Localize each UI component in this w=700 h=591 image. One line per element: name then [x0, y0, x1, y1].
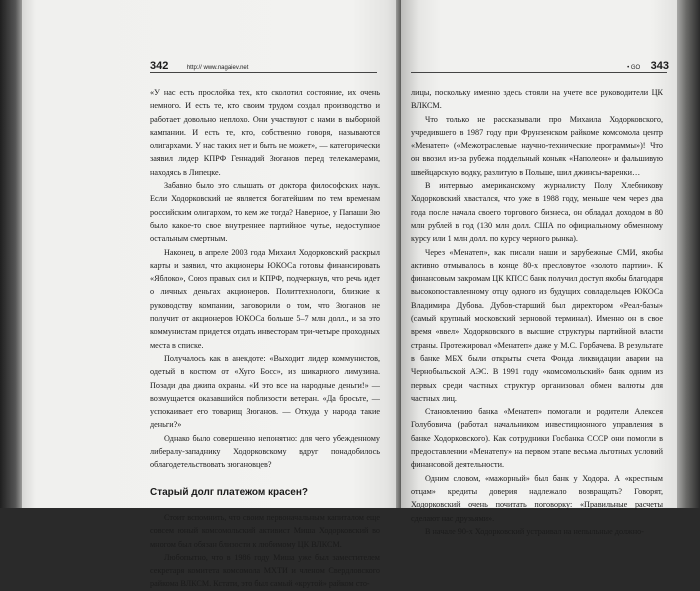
paragraph: Становлению банка «Менатеп» помогали и родители Алексея Голубовича (работал начальником инвестиционного управления в банке Ходорковского). Как сотрудники Госбанка СССР они помогли в предоставлении «Менатепу» на первом этапе весьма льготных условий финансовой деятельности.: [411, 407, 663, 470]
paragraph: «У нас есть прослойка тех, кто сколотил состояние, их очень немного. И есть те, кто своим трудом создал производство и работает довольно неплохо. Они участвуют с нами в выборной кампании. И есть те, кто, собственно говоря, называются олигархами. У нас таких нет и быть не может», — категорически заявил лидер КПРФ Геннадий Зюганов перед телекамерами, находясь в Липецке.: [150, 88, 380, 177]
paragraph: Однако было совершенно непонятно: для чего убежденному либералу-западнику Ходорковскому вдруг понадобилось облагодетельствовать зюгановцев?: [150, 433, 380, 470]
paragraph: В начале 90-х Ходорковский устраивал на непыльные должно-: [425, 526, 644, 536]
book-edge-left: [0, 0, 22, 508]
right-page-body: [411, 86, 663, 538]
header-tag: • GO: [627, 65, 641, 71]
paragraph: Получалось как в анекдоте: «Выходит лидер коммунистов, одетый в костюм от «Хуго Босс», из шикарного лимузина. Позади два джипа охраны. «И это все на народные деньги!» — возмущается оказавшийся поблизости ветеран. «Да бросьте, — успокаивает его товарищ Зюганов. — Откуда у народа такие деньги?»: [150, 353, 380, 430]
paragraph: Одним словом, «мажорный» был банк у Ходора. А «крестным отцам» кредиты доверия надлежало возвращать? Говорят, Ходорковский очень почитать поговорку: «Правильные расчеты сделают нас друзьями».: [411, 473, 663, 523]
left-page: [22, 0, 401, 589]
paragraph: Через «Менатеп», как писали наши и зарубежные СМИ, якобы активно отмывалось в конце 80-х пресловутое «золото партии». К финансовым закромам ЦК КПСС банк получил доступ якобы благодаря высокопоставленному отцу одного из будущих совладельцев ЮКОСа Владимира Дубова. Дубов-старший был директором «Реал-базы» (самый крупный московский зерновой терминал). Именно он в свое время «ввел» Ходорковского в высшие структуры партийной власти страны. Протежировал «Менатеп» даже у М.С. Горбачева. В результате в банке МБХ были открыты счета Фонда ликвидации аварии на Чернобыльской АЭС. В 1991 году «комсомольский» банк одним из первых среди частных структур организовал обмен валюты для частных лиц.: [411, 247, 663, 403]
page-number-left: 342: [150, 60, 169, 72]
paragraph: Забавно было это слышать от доктора философских наук. Если Ходорковский не является богатейшим по тем временам российским олигархом, то кем же тогда? Наверное, у Папаши Зю было какое-то свое внутреннее партийное чутье, недоступное остальным смертным.: [150, 181, 380, 244]
section-heading: Старый долг платежом красен?: [150, 486, 308, 498]
paragraph: Стоит вспомнить, что своим первоначальным капиталом еще совсем юный комсомольский активист Миша Ходорковский во многом был обязан близости к любимому ЦК ВЛКСМ.: [150, 512, 380, 549]
page-number-right: 343: [650, 60, 669, 72]
header-url: http:// www.nagaiev.net: [186, 65, 249, 71]
header-rule-right: [411, 72, 667, 73]
paragraph: Любопытно, что в 1986 году Миша уже был заместителем секретаря комитета комсомола МХТИ и членом Свердловского райкома ВЛКСМ. Кстати, это был самый «крутой» райком сто-: [150, 552, 380, 589]
left-page-body: [150, 86, 380, 591]
paragraph: Наконец, в апреле 2003 года Михаил Ходорковский раскрыл карты и заявил, что акционеры ЮКОСа готовы финансировать «Яблоко», Союз правых сил и КПРФ, подчеркнув, что речь идет о личных деньгах акционеров. Политтехнологи, близкие к руководству компании, заговорили о том, что Зюганов не получит от акционеров ЮКОСа больше 5–7 млн долл., и за это коммунистам придется отдать инвесторам три-четыре проходных места в списке.: [150, 247, 380, 350]
right-page: [401, 0, 677, 536]
header-rule-left: [150, 72, 377, 73]
paragraph: лицы, поскольку именно здесь стояли на учете все руководители ЦК ВЛКСМ.: [411, 88, 663, 111]
book-edge-right: [677, 0, 700, 508]
paragraph: Что только не рассказывали про Михаила Ходорковского, учредившего в 1987 году при Фрунзенском райкоме комсомола центр «Менатеп» («Межотраслевые научно-технические программы»)! Что он ввозил из-за рубежа поддельный коньяк «Наполеон» и фальшивую швейцарскую водку, разлитую в Польше, шил джинсы-варенки…: [411, 114, 663, 177]
paragraph: В интервью американскому журналисту Полу Хлебникову Ходорковский хвастался, что уже в 1988 году, меньше чем через два года после начала своего торгового бизнеса, он обладал доходом в 80 млн рублей в год (130 млн долл. США по официальному обменному курсу или 1 млн долл. по курсу черного рынка).: [411, 181, 663, 244]
